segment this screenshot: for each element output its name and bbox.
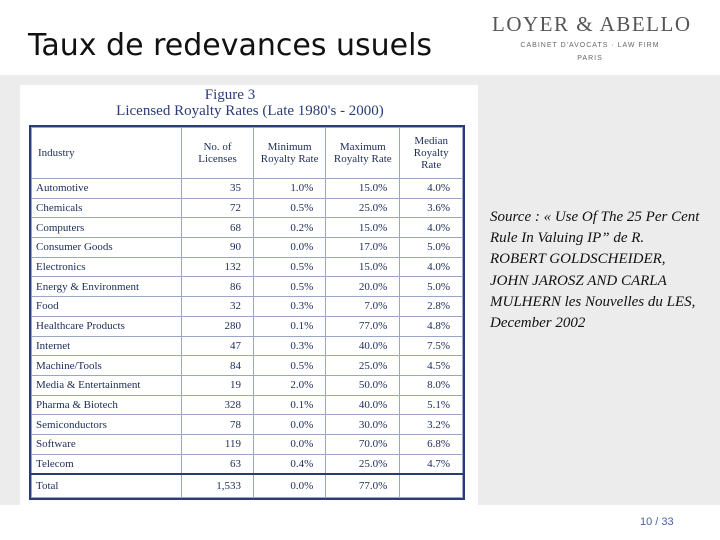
cell-median-rate: 6.8% (400, 434, 463, 454)
cell-min-rate: 0.5% (254, 356, 326, 376)
table-row (32, 415, 463, 435)
cell-median-rate: 4.0% (400, 257, 463, 277)
cell-max-rate: 70.0% (326, 434, 400, 454)
cell-max-rate: 25.0% (326, 356, 400, 376)
header-min-rate: Minimum Royalty Rate (254, 128, 326, 179)
cell-industry: Healthcare Products (32, 316, 182, 336)
firm-logo: LOYER & ABELLO (492, 12, 692, 36)
cell-licenses: 90 (182, 238, 254, 258)
cell-min-rate: 0.5% (254, 257, 326, 277)
cell-min-rate: 0.0% (254, 434, 326, 454)
cell-industry: Consumer Goods (32, 238, 182, 258)
cell-max-rate: 17.0% (326, 238, 400, 258)
slide-title: Taux de redevances usuels (28, 28, 433, 63)
page-number: 10 / 33 (640, 516, 674, 528)
cell-median-rate: 4.0% (400, 218, 463, 238)
cell-industry: Electronics (32, 257, 182, 277)
cell-median-rate: 3.2% (400, 415, 463, 435)
cell-median-rate: 7.5% (400, 336, 463, 356)
table-row (32, 277, 463, 297)
table-body (32, 179, 463, 498)
cell-industry: Software (32, 434, 182, 454)
cell-min-rate: 0.0% (254, 415, 326, 435)
cell-licenses: 68 (182, 218, 254, 238)
cell-licenses: 72 (182, 198, 254, 218)
table-row (32, 356, 463, 376)
royalty-table (31, 127, 463, 498)
total-cell-licenses: 1,533 (182, 474, 254, 498)
table-row (32, 297, 463, 317)
cell-median-rate: 5.1% (400, 395, 463, 415)
cell-licenses: 47 (182, 336, 254, 356)
cell-median-rate: 4.5% (400, 356, 463, 376)
cell-median-rate: 4.7% (400, 454, 463, 474)
cell-max-rate: 50.0% (326, 375, 400, 395)
cell-licenses: 78 (182, 415, 254, 435)
cell-licenses: 63 (182, 454, 254, 474)
cell-max-rate: 77.0% (326, 316, 400, 336)
cell-max-rate: 15.0% (326, 218, 400, 238)
cell-industry: Semiconductors (32, 415, 182, 435)
firm-logo-subtitle: CABINET D'AVOCATS · LAW FIRM (520, 42, 660, 49)
cell-licenses: 19 (182, 375, 254, 395)
cell-max-rate: 40.0% (326, 336, 400, 356)
header-industry: Industry (32, 128, 182, 179)
cell-industry: Energy & Environment (32, 277, 182, 297)
cell-median-rate: 4.8% (400, 316, 463, 336)
table-row (32, 198, 463, 218)
source-citation: Source : « Use Of The 25 Per Cent Rule In Valuing IP” de R. ROBERT GOLDSCHEIDER, JOHN JAROSZ AND CARLA MULHERN les Nouvelles du LES, December 2002 (490, 209, 700, 332)
royalty-figure (20, 85, 478, 505)
cell-min-rate: 0.0% (254, 238, 326, 258)
firm-logo-city: PARIS (577, 55, 603, 62)
cell-min-rate: 0.1% (254, 316, 326, 336)
cell-licenses: 280 (182, 316, 254, 336)
total-cell-median-rate (400, 474, 463, 498)
cell-licenses: 132 (182, 257, 254, 277)
cell-min-rate: 0.5% (254, 198, 326, 218)
cell-licenses: 32 (182, 297, 254, 317)
cell-median-rate: 2.8% (400, 297, 463, 317)
cell-max-rate: 20.0% (326, 277, 400, 297)
table-row (32, 454, 463, 474)
cell-median-rate: 5.0% (400, 238, 463, 258)
royalty-table-frame (29, 125, 465, 500)
cell-industry: Telecom (32, 454, 182, 474)
cell-max-rate: 25.0% (326, 454, 400, 474)
cell-licenses: 35 (182, 179, 254, 199)
cell-industry: Pharma & Biotech (32, 395, 182, 415)
table-row (32, 316, 463, 336)
cell-industry: Media & Entertainment (32, 375, 182, 395)
cell-industry: Computers (32, 218, 182, 238)
cell-max-rate: 15.0% (326, 257, 400, 277)
cell-industry: Food (32, 297, 182, 317)
cell-industry: Automotive (32, 179, 182, 199)
cell-min-rate: 0.3% (254, 336, 326, 356)
cell-min-rate: 0.1% (254, 395, 326, 415)
cell-max-rate: 7.0% (326, 297, 400, 317)
cell-min-rate: 2.0% (254, 375, 326, 395)
cell-max-rate: 30.0% (326, 415, 400, 435)
cell-max-rate: 40.0% (326, 395, 400, 415)
table-row (32, 395, 463, 415)
cell-industry: Machine/Tools (32, 356, 182, 376)
table-row (32, 179, 463, 199)
cell-min-rate: 0.3% (254, 297, 326, 317)
table-header-row (32, 128, 463, 179)
cell-licenses: 86 (182, 277, 254, 297)
cell-median-rate: 8.0% (400, 375, 463, 395)
table-total-row (32, 474, 463, 498)
table-row (32, 336, 463, 356)
figure-caption: Licensed Royalty Rates (Late 1980's - 2000) (116, 103, 384, 119)
cell-max-rate: 25.0% (326, 198, 400, 218)
table-row (32, 257, 463, 277)
total-cell-min-rate: 0.0% (254, 474, 326, 498)
cell-licenses: 119 (182, 434, 254, 454)
total-cell-max-rate: 77.0% (326, 474, 400, 498)
cell-min-rate: 0.5% (254, 277, 326, 297)
cell-industry: Chemicals (32, 198, 182, 218)
figure-number: Figure 3 (204, 87, 256, 103)
cell-median-rate: 4.0% (400, 179, 463, 199)
total-cell-industry: Total (32, 474, 182, 498)
cell-min-rate: 0.2% (254, 218, 326, 238)
table-row (32, 375, 463, 395)
cell-max-rate: 15.0% (326, 179, 400, 199)
table-row (32, 238, 463, 258)
header-max-rate: Maximum Royalty Rate (326, 128, 400, 179)
cell-min-rate: 1.0% (254, 179, 326, 199)
cell-licenses: 328 (182, 395, 254, 415)
header-median-rate: Median Royalty Rate (400, 128, 463, 179)
header-licenses: No. of Licenses (182, 128, 254, 179)
cell-licenses: 84 (182, 356, 254, 376)
cell-median-rate: 3.6% (400, 198, 463, 218)
cell-median-rate: 5.0% (400, 277, 463, 297)
table-row (32, 434, 463, 454)
cell-min-rate: 0.4% (254, 454, 326, 474)
cell-industry: Internet (32, 336, 182, 356)
table-row (32, 218, 463, 238)
